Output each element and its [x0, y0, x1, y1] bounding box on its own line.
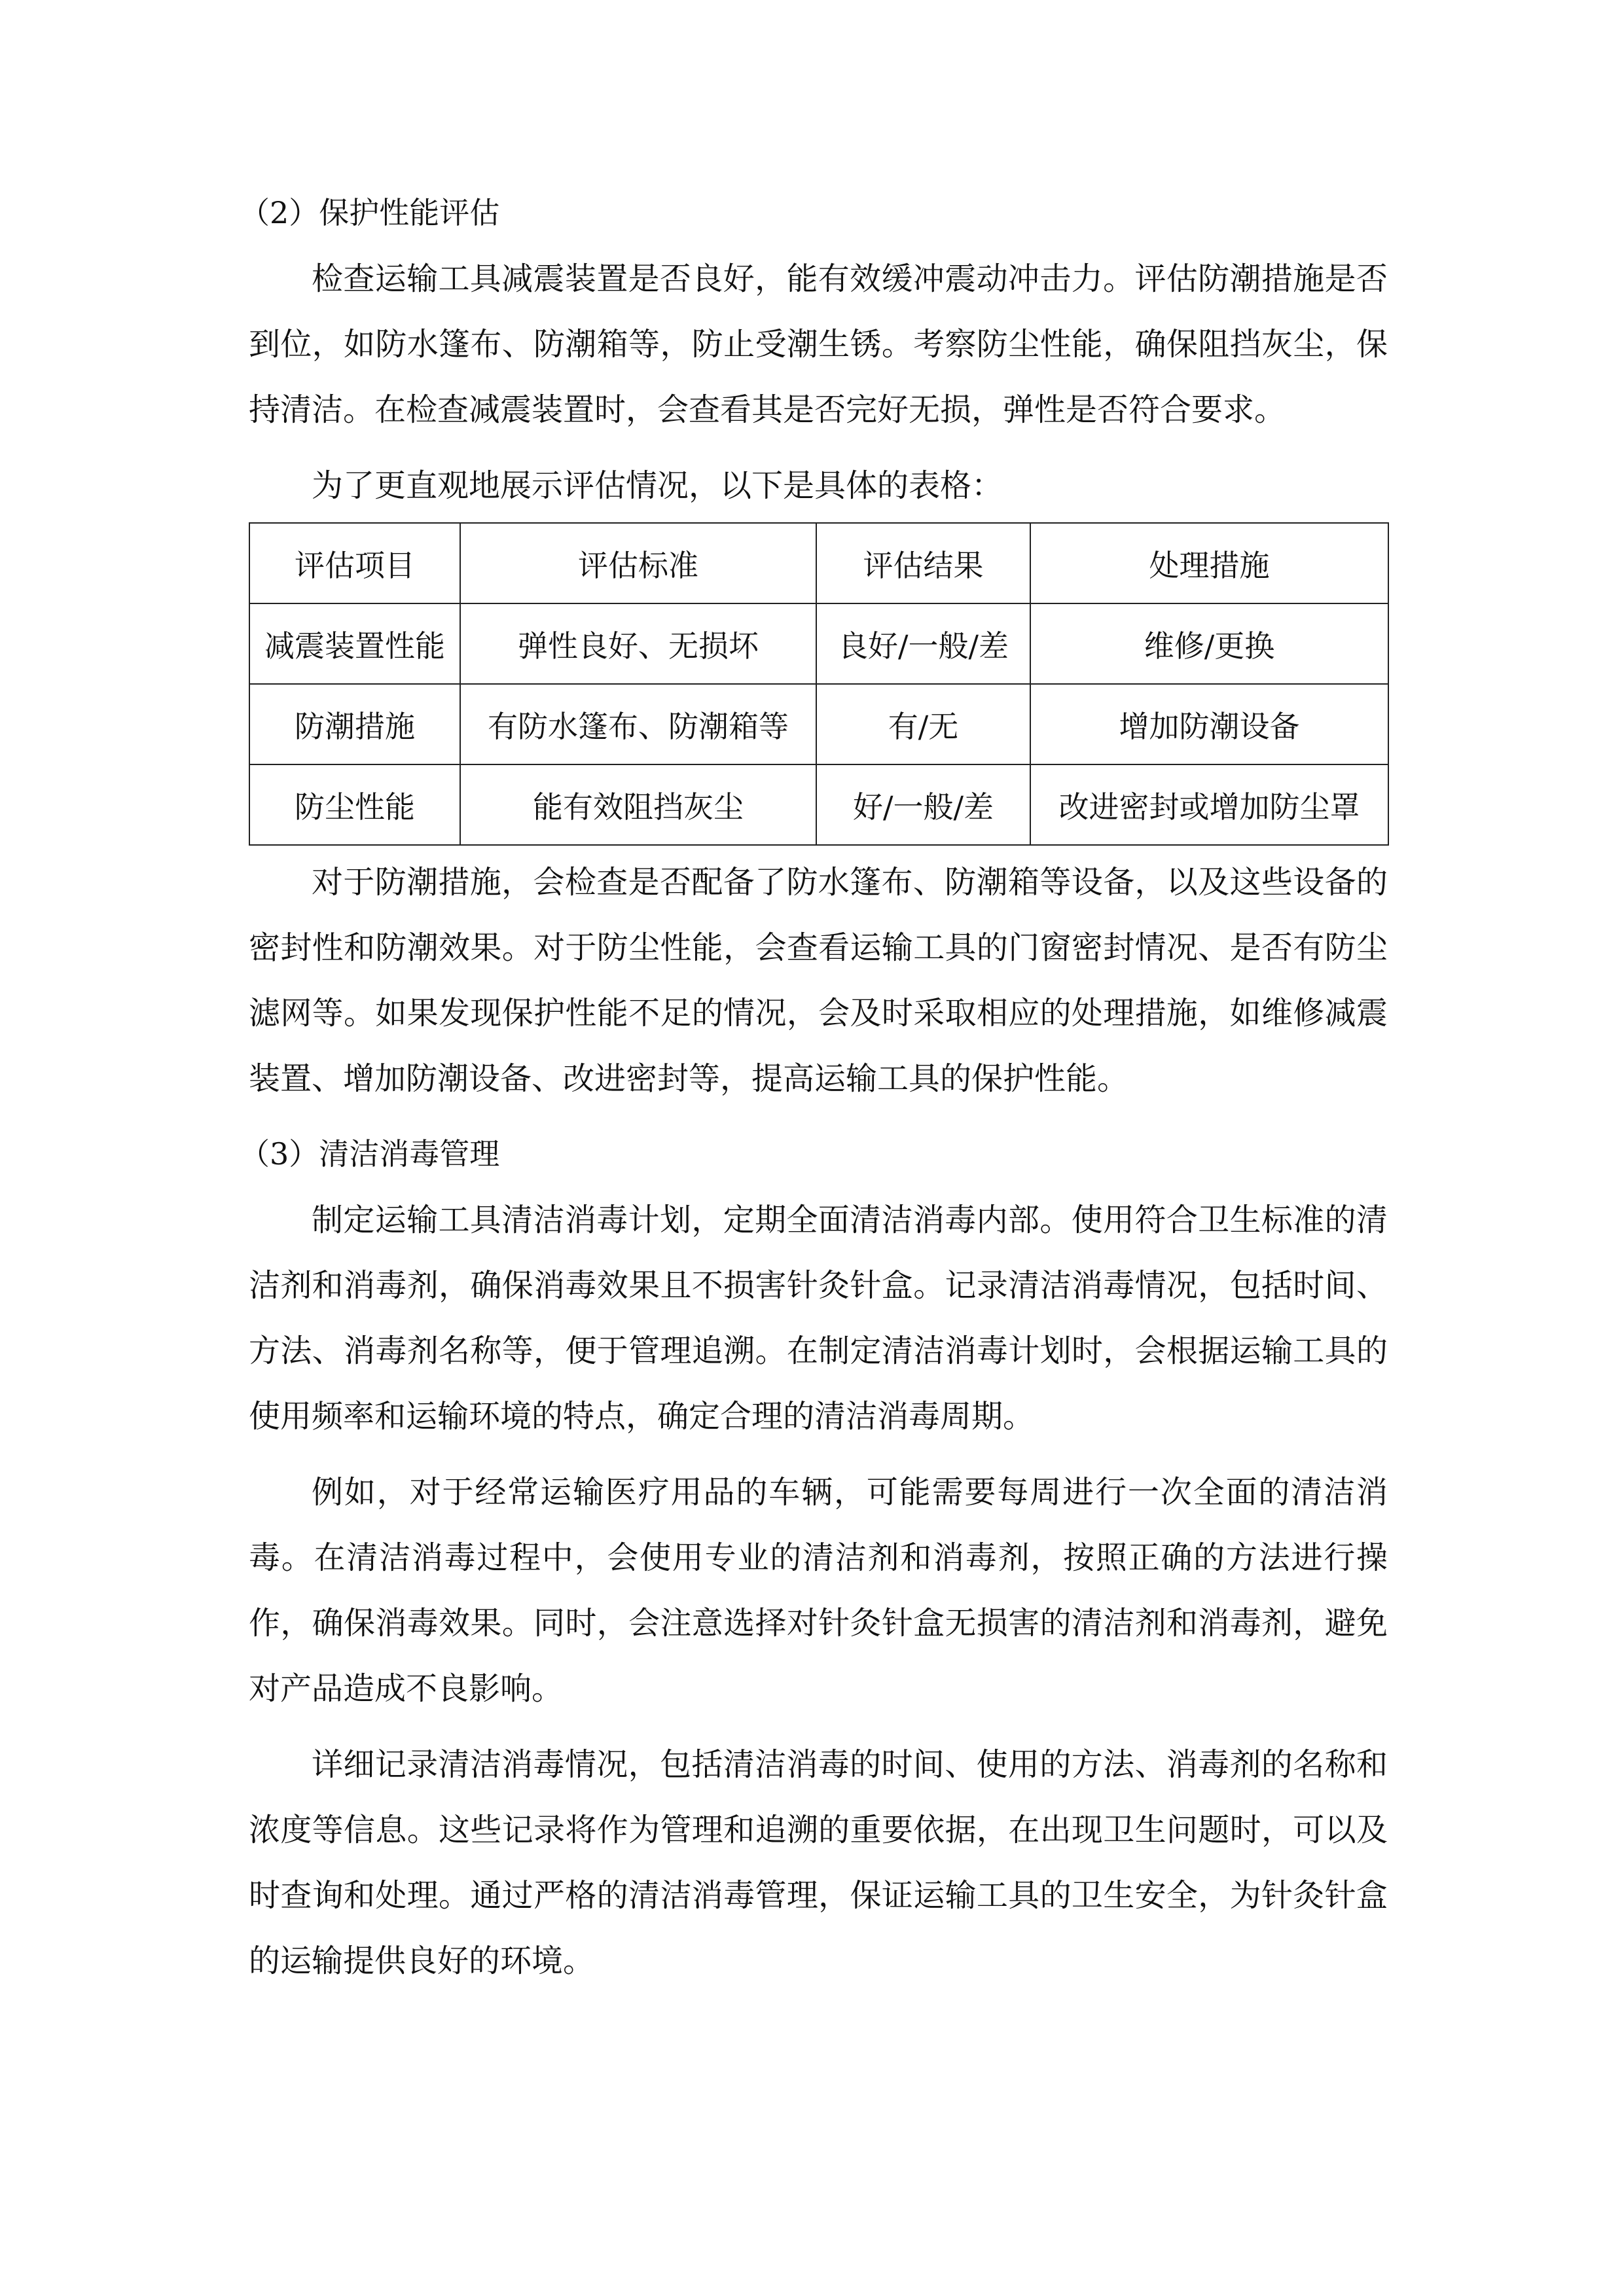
table-cell: 良好/一般/差 [816, 603, 1030, 684]
section-2-paragraph-1: 检查运输工具减震装置是否良好，能有效缓冲震动冲击力。评估防潮措施是否到位，如防水篷布、防潮箱等，防止受潮生锈。考察防尘性能，确保阻挡灰尘，保持清洁。在检查减震装置时，会查看其是否完好无损，弹性是否符合要求。 [249, 260, 1388, 428]
table-header-cell: 处理措施 [1030, 523, 1388, 603]
table-row [249, 684, 1388, 764]
section-2-heading: （2）保护性能评估 [240, 195, 500, 230]
table-header-cell: 评估标准 [460, 523, 816, 603]
table-row [249, 764, 1388, 845]
table-row [249, 603, 1388, 684]
section-2-paragraph-2: 为了更直观地展示评估情况，以下是具体的表格： [312, 467, 1003, 504]
section-3-paragraph-2: 例如，对于经常运输医疗用品的车辆，可能需要每周进行一次全面的清洁消毒。在清洁消毒过程中，会使用专业的清洁剂和消毒剂，按照正确的方法进行操作，确保消毒效果。同时，会注意选择对针灸针盒无损害的清洁剂和消毒剂，避免对产品造成不良影响。 [249, 1474, 1388, 1707]
table-cell: 改进密封或增加防尘罩 [1030, 764, 1388, 845]
table-cell: 防尘性能 [249, 764, 460, 845]
section-3-paragraph-3: 详细记录清洁消毒情况，包括清洁消毒的时间、使用的方法、消毒剂的名称和浓度等信息。这些记录将作为管理和追溯的重要依据，在出现卫生问题时，可以及时查询和处理。通过严格的清洁消毒管理，保证运输工具的卫生安全，为针灸针盒的运输提供良好的环境。 [249, 1746, 1388, 1979]
table-cell: 能有效阻挡灰尘 [460, 764, 816, 845]
section-3-heading: （3）清洁消毒管理 [240, 1136, 500, 1172]
table-cell: 防潮措施 [249, 684, 460, 764]
table-header-row [249, 523, 1388, 603]
document-page [240, 190, 1388, 1994]
table-cell: 弹性良好、无损坏 [460, 603, 816, 684]
section-2-paragraph-3: 对于防潮措施，会检查是否配备了防水篷布、防潮箱等设备，以及这些设备的密封性和防潮效果。对于防尘性能，会查看运输工具的门窗密封情况、是否有防尘滤网等。如果发现保护性能不足的情况，会及时采取相应的处理措施，如维修减震装置、增加防潮设备、改进密封等，提高运输工具的保护性能。 [249, 864, 1388, 1097]
table-header-cell: 评估项目 [249, 523, 460, 603]
table-cell: 有防水篷布、防潮箱等 [460, 684, 816, 764]
table-cell: 好/一般/差 [816, 764, 1030, 845]
table-cell: 有/无 [816, 684, 1030, 764]
evaluation-table [249, 522, 1389, 846]
table-cell: 增加防潮设备 [1030, 684, 1388, 764]
table-cell: 维修/更换 [1030, 603, 1388, 684]
section-3-paragraph-1: 制定运输工具清洁消毒计划，定期全面清洁消毒内部。使用符合卫生标准的清洁剂和消毒剂，确保消毒效果且不损害针灸针盒。记录清洁消毒情况，包括时间、方法、消毒剂名称等，便于管理追溯。在制定清洁消毒计划时，会根据运输工具的使用频率和运输环境的特点，确定合理的清洁消毒周期。 [249, 1202, 1388, 1435]
table-header-cell: 评估结果 [816, 523, 1030, 603]
table-cell: 减震装置性能 [249, 603, 460, 684]
